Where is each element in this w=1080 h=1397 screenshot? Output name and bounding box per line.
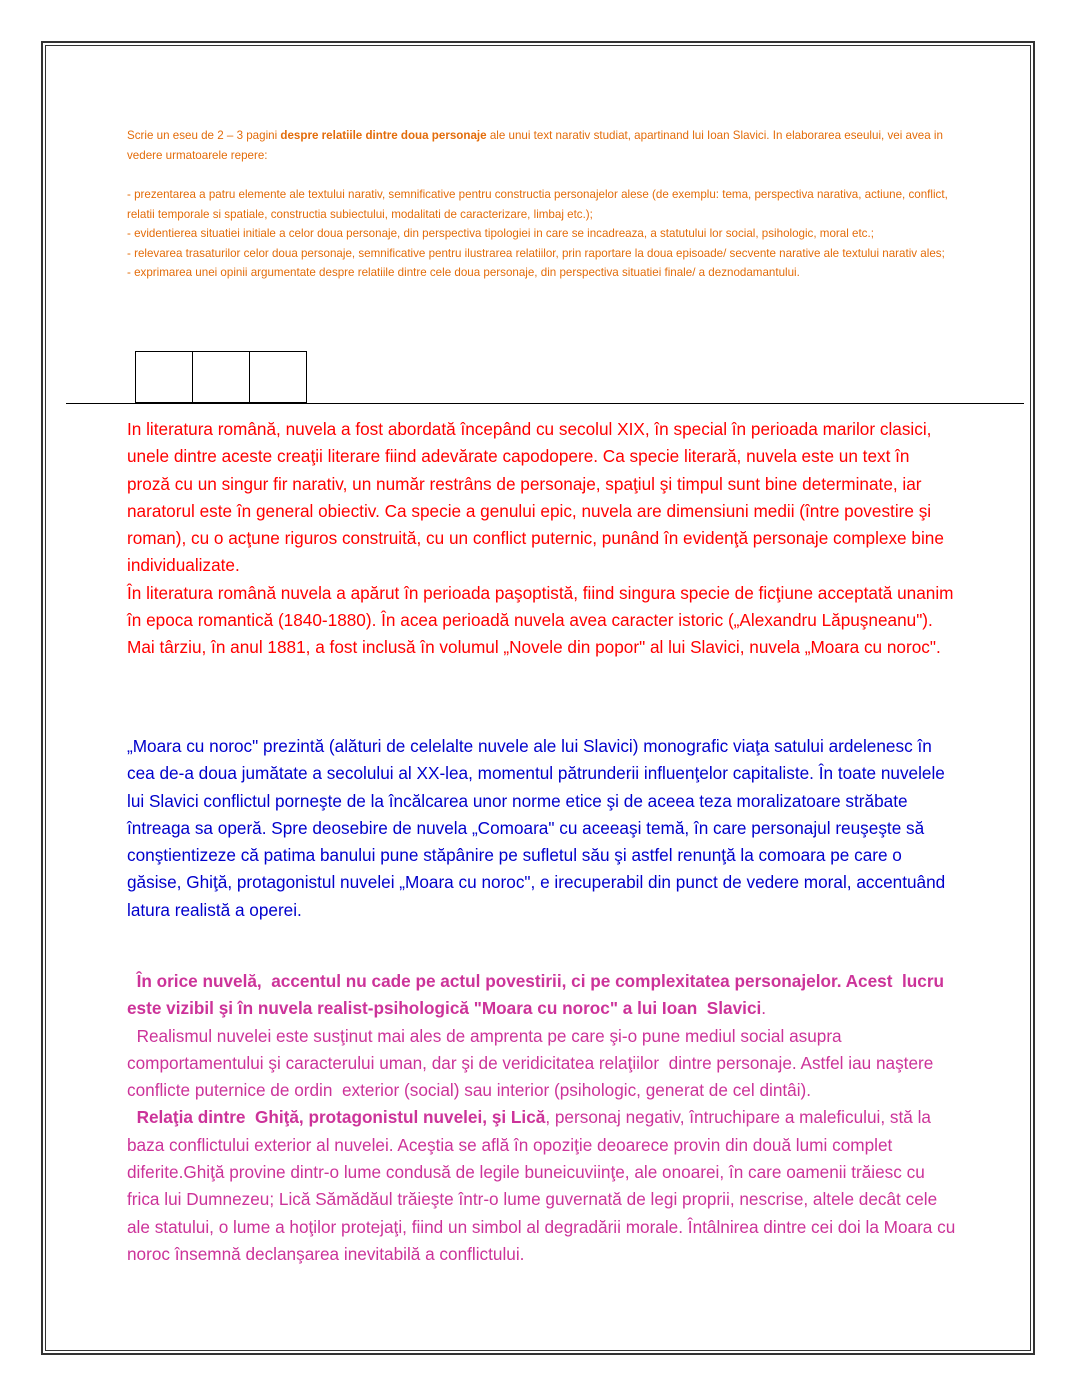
spacer — [127, 165, 957, 185]
pink-paragraph-1 — [127, 968, 957, 1023]
instruction-item: - exprimarea unei opinii argumentate despre relatiile dintre cele doua personaje, din perspectiva situatiei finale/ a deznodamantului. — [127, 266, 800, 279]
pink-period: . — [761, 998, 767, 1019]
blue-paragraph-1: „Moara cu noroc" prezintă (alături de celelalte nuvele ale lui Slavici) monografic viaţa satului ardelenesc în cea de-a doua jumătate a secolului al XX-lea, momentul pătrunderii influenţelor capitaliste. În toate nuvelele lui Slavici conflictul porneşte de la încălcarea unor norme etice şi de aceea teza moralizatoare străbate întreaga sa operă. Spre deosebire de nuvela „Comoara" cu aceeaşi temă, în care personajul reuşeşte să conştientizeze că patima banului pune stăpânire pe sufletul său şi astfel renunţă la comoara pe care o găsise, Ghiţă, protagonistul nuvelei „Moara cu noroc", e irecuperabil din punct de vedere moral, accentuând latura realistă a operei. — [127, 736, 946, 920]
pink-bold-lead: În orice nuvelă, accentul nu cade pe actul povestirii, ci pe complexitatea personajelor. Acest lucru este vizibil şi în nuvela realist-psihologică "Moara cu noroc" a lui Ioan Slavici — [127, 971, 949, 1019]
instruction-item: - evidentierea situatiei initiale a celor doua personaje, din perspectiva tipologiei in care se incadreaza, a statutului lor social, psihologic, moral etc.; — [127, 227, 874, 240]
answer-box — [192, 351, 250, 403]
red-paragraph-1: In literatura română, nuvela a fost abordată începând cu secolul XIX, în special în perioada marilor clasici, unele dintre aceste creaţii literare fiind adevărate capodopere. Ca specie literară, nuvela este un text în proză cu un singur fir narativ, un număr restrâns de personaje, spaţiul şi timpul sunt bine determinate, iar naratorul este în general obiectiv. Ca specie a genului epic, nuvela are dimensiuni medii (între povestire şi roman), cu o acţune riguros construită, cu un conflict puternic, punând în evidenţă personaje complexe bine individualizate. — [127, 419, 944, 576]
red-paragraph-2: În literatura română nuvela a apărut în perioada paşoptistă, fiind singura specie de ficţiune acceptată unanim în epoca romantică (1840-1880). În acea perioadă nuvela avea caracter istoric („Alexandru Lăpuşneanu"). Mai târziu, în anul 1881, a fost inclusă în volumul „Novele din popor" al lui Slavici, nuvela „Moara cu noroc". — [127, 582, 954, 658]
intro-text-continued: ale unui text narativ studiat, apartinand lui Ioan Slavici. In elaborarea eseului, vei avea in vedere urmatoarele repere: — [127, 129, 943, 162]
answer-boxes — [135, 351, 306, 403]
intro-bold-text: despre relatiile dintre doua personaje — [280, 129, 487, 142]
pink-section — [127, 968, 957, 1268]
instructions-block — [127, 126, 957, 283]
pink-paragraph-2: Realismul nuvelei este susţinut mai ales de amprenta pe care şi-o pune mediul social asupra comportamentului şi caracterului uman, dar şi de veridicitatea relaţiilor dintre personaje. Astfel iau naştere conflicte puternice de ordin exterior (social) sau interior (psihologic, generat de cel dintâi). — [127, 1025, 939, 1101]
answer-box — [135, 351, 193, 403]
intro-text: Scrie un eseu de 2 – 3 pagini — [127, 129, 281, 142]
red-section — [127, 416, 957, 662]
answer-box — [249, 351, 307, 403]
instruction-item: - relevarea trasaturilor celor doua personaje, semnificative pentru ilustrarea relatiilor, prin raportare la doua episoade/ secvente narative ale textului narativ ales; — [127, 246, 945, 260]
instruction-item: - prezentarea a patru elemente ale textului narativ, semnificative pentru constructia personajelor alese (de exemplu: tema, perspectiva narativa, actiune, conflict, relatii temporale si spatiale, constructia subiectului, modalitati de caracterizare, limbaj etc.); — [127, 188, 948, 221]
pink-relation-text: , personaj negativ, întruchipare a maleficului, stă la baza conflictului exterior al nuvelei. Aceştia se află în opoziţie deoarece provin din două lumi complet diferite.Ghiţă provine dintr-o lume condusă de legile buneicuviinţe, ale onoarei, în care oamenii trăiesc cu frica lui Dumnezeu; Lică Sămădăul trăieşte într-o lume guvernată de legi proprii, nescrise, altele decât cele ale statului, o lume a hoţilor protejaţi, fiind un simbol al degradării morale. Întâlnirea dintre cei doi la Moara cu noroc însemnă declanşarea inevitabilă a conflictului. — [127, 1107, 956, 1264]
pink-bold-relation: Relaţia dintre Ghiţă, protagonistul nuvelei, şi Lică — [127, 1107, 546, 1128]
blue-section — [127, 733, 957, 924]
instructions-intro — [127, 126, 957, 165]
pink-paragraph-3 — [127, 1104, 957, 1268]
separator-line — [66, 403, 1024, 404]
